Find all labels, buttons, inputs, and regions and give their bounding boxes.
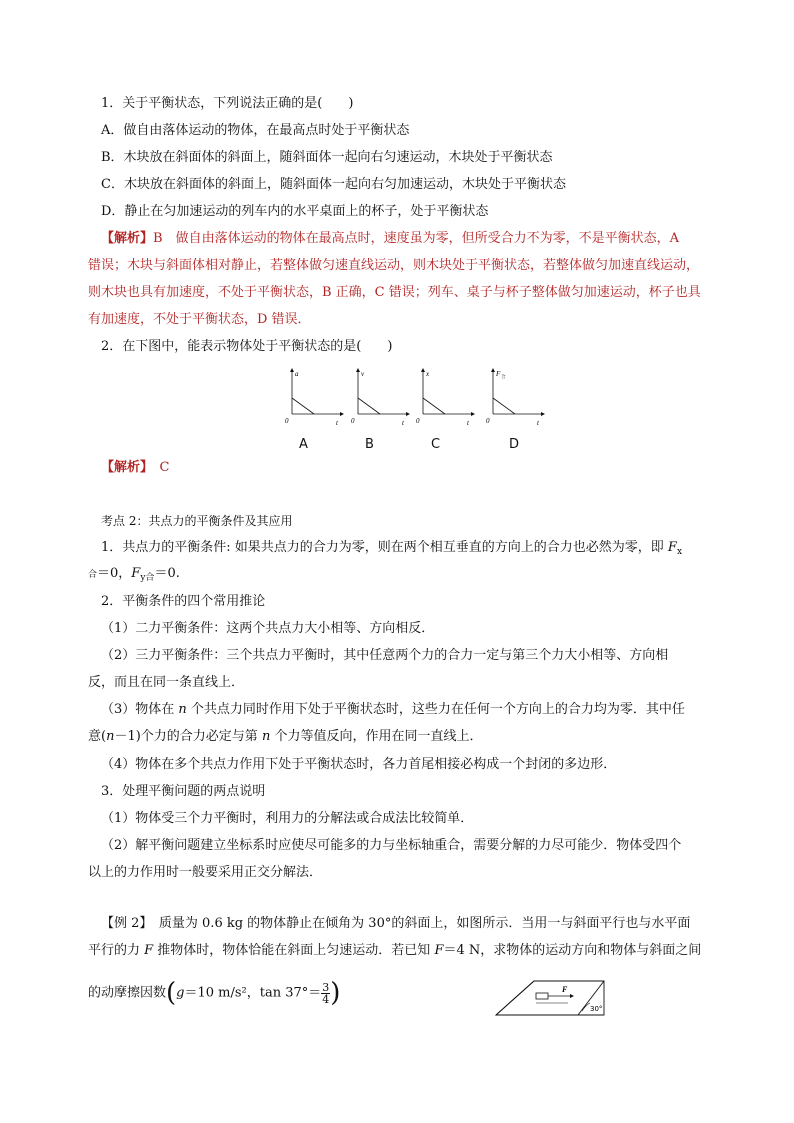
example2-text2b: 推物体时，物体恰能在斜面上匀速运动．若已知 — [153, 943, 435, 958]
point2-p2: 2．平衡条件的四个常用推论 — [101, 594, 266, 609]
graph-b-label: B — [365, 437, 374, 452]
incline-force-label: F — [562, 985, 568, 994]
point2-p3: 3．处理平衡问题的两点说明 — [101, 784, 266, 799]
graph-c-ylabel: x — [426, 370, 430, 378]
q1-option-b: B．木块放在斜面体的斜面上，随斜面体一起向右匀速运动，木块处于平衡状态 — [101, 150, 553, 165]
graph-b-origin: 0 — [351, 417, 355, 425]
point2-p2-3b-text2: －1)个力的合力必定与第 — [114, 729, 262, 744]
point2-p3-1: （1）物体受三个力平衡时，利用力的分解法或合成法比较简单． — [101, 811, 474, 826]
point2-p1-eq1: ＝0， — [97, 566, 132, 581]
graph-d — [485, 368, 545, 428]
point2-title: 考点 2：共点力的平衡条件及其应用 — [101, 514, 293, 528]
example2-text1: 质量为 0.6 kg 的物体静止在倾角为 30°的斜面上，如图所示．当用一与斜面平行也与水平面 — [145, 916, 691, 931]
point2-p3-2a: （2）解平衡问题建立坐标系时应使尽可能多的力与坐标轴重合，需要分解的力尽可能少．物体受四个 — [101, 838, 682, 853]
example2-text3a: 的动摩擦因数 — [88, 985, 167, 1001]
q2-analysis-tag: 【解析】 — [101, 460, 147, 475]
point2-p1-he2: 合 — [145, 573, 155, 583]
graph-a — [284, 368, 344, 428]
example2-fraction — [321, 982, 330, 1005]
example2-force-f2: F — [434, 943, 444, 958]
example2-frac-den: 4 — [322, 992, 330, 1006]
q2-stem: 2．在下图中，能表示物体处于平衡状态的是( ) — [101, 339, 393, 354]
graph-c — [415, 368, 475, 428]
point2-p1-text: 1．共点力的平衡条件: 如果共点力的合力为零，则在两个相互垂直的方向上的合力也必然为零，即 — [101, 540, 668, 555]
graph-c-label: C — [431, 437, 441, 452]
graph-d-ylabel-sub: 合 — [501, 375, 506, 380]
graph-d-label: D — [509, 437, 520, 452]
point2-p1-eq2: ＝0. — [154, 566, 180, 581]
graph-d-ylabel: F — [496, 370, 501, 378]
example2-tag: 【例 2】 — [101, 916, 146, 931]
point2-p2-3a — [101, 702, 685, 718]
q2-analysis-text: C — [146, 460, 170, 475]
point2-p2-3b-n: n — [106, 729, 115, 744]
point2-p1-fy: F — [131, 566, 141, 581]
q1-option-d: D．静止在匀加速运动的列车内的水平桌面上的杯子，处于平衡状态 — [101, 204, 489, 219]
graph-a-xlabel: t — [336, 419, 338, 427]
point2-p1-line1 — [101, 540, 682, 560]
graph-c-xlabel: t — [467, 419, 469, 427]
point2-p1-xsub: x — [676, 547, 683, 557]
incline-figure — [492, 975, 608, 1019]
point2-p2-3b — [88, 729, 482, 745]
point2-p3-2b: 以上的力作用时一般要采用正交分解法． — [88, 865, 323, 880]
q1-option-c: C．木块放在斜面体的斜面上，随斜面体一起向右匀加速运动，木块处于平衡状态 — [101, 177, 566, 192]
point2-p2-3b-text3: 个力等值反向，作用在同一直线上． — [270, 729, 483, 744]
q1-analysis-line-4: 有加速度，不处于平衡状态，D 错误． — [88, 312, 311, 327]
point2-p2-3b-n2: n — [261, 729, 271, 744]
graph-b — [350, 368, 410, 428]
q1-analysis-line-1 — [101, 231, 679, 247]
graph-d-xlabel: t — [537, 419, 539, 427]
example2-right-paren: ) — [330, 978, 341, 1008]
q1-option-a: A．做自由落体运动的物体，在最高点时处于平衡状态 — [101, 123, 410, 138]
graph-b-xlabel: t — [402, 419, 404, 427]
example2-left-paren: ( — [166, 978, 177, 1008]
example2-line1 — [101, 916, 690, 932]
example2-line3 — [88, 978, 340, 1009]
example2-text2c: ＝4 N，求物体的运动方向和物体与斜面之间 — [443, 943, 702, 958]
example2-text2a: 平行的力 — [88, 943, 145, 958]
point2-p1-he: 合 — [88, 570, 98, 580]
point2-p2-2b: 反，而且在同一条直线上． — [88, 675, 245, 690]
point2-p2-1: （1）二力平衡条件：这两个共点力大小相等、方向相反． — [101, 621, 435, 636]
point2-p2-3b-text1: 意( — [88, 729, 107, 744]
graph-d-origin: 0 — [486, 417, 490, 425]
point2-p2-2a: （2）三力平衡条件：三个共点力平衡时，其中任意两个力的合力一定与第三个力大小相等、方向相 — [101, 648, 669, 663]
graph-c-origin: 0 — [416, 417, 420, 425]
q2-analysis — [101, 460, 169, 476]
incline-angle-label: 30° — [590, 1005, 603, 1013]
example2-frac-num: 3 — [322, 980, 330, 994]
q1-analysis-line-3: 则木块也具有加速度，不处于平衡状态，B 正确，C 错误；列车、桌子与杯子整体做匀加速运动，杯子也具 — [88, 285, 701, 300]
point2-p2-4: （4）物体在多个共点力作用下处于平衡状态时，各力首尾相接必构成一个封闭的多边形． — [101, 757, 617, 772]
point2-p1-line2 — [88, 566, 180, 586]
point2-p2-3a-text1: （3）物体在 — [101, 702, 179, 717]
point2-p2-3a-n: n — [178, 702, 187, 717]
example2-line2 — [88, 943, 701, 959]
q1-stem: 1．关于平衡状态，下列说法正确的是( ) — [101, 96, 354, 111]
example2-force-f: F — [144, 943, 154, 958]
point2-p2-3a-text2: 个共点力同时作用下处于平衡状态时，这些力在任何一个方向上的合力均为零．其中任 — [186, 702, 685, 717]
graph-a-origin: 0 — [285, 417, 289, 425]
graph-a-label: A — [299, 437, 308, 452]
q1-analysis-line-2: 错误；木块与斜面体相对静止，若整体做匀速直线运动，则木块处于平衡状态，若整体做匀加速直线运动， — [88, 258, 700, 273]
q1-analysis-text-1: B 做自由落体运动的物体在最高点时，速度虽为零，但所受合力不为零，不是平衡状态，A — [153, 231, 679, 246]
point2-p1-fx: F — [667, 540, 677, 555]
graph-b-ylabel: v — [361, 370, 365, 378]
example2-text3b: ＝10 m/s²，tan 37°＝ — [184, 985, 322, 1001]
q1-analysis-tag: 【解析】 — [101, 231, 154, 246]
example2-g: g — [176, 985, 185, 1001]
point2-p1-ysub: y — [140, 573, 146, 583]
graph-a-ylabel: a — [295, 370, 299, 378]
